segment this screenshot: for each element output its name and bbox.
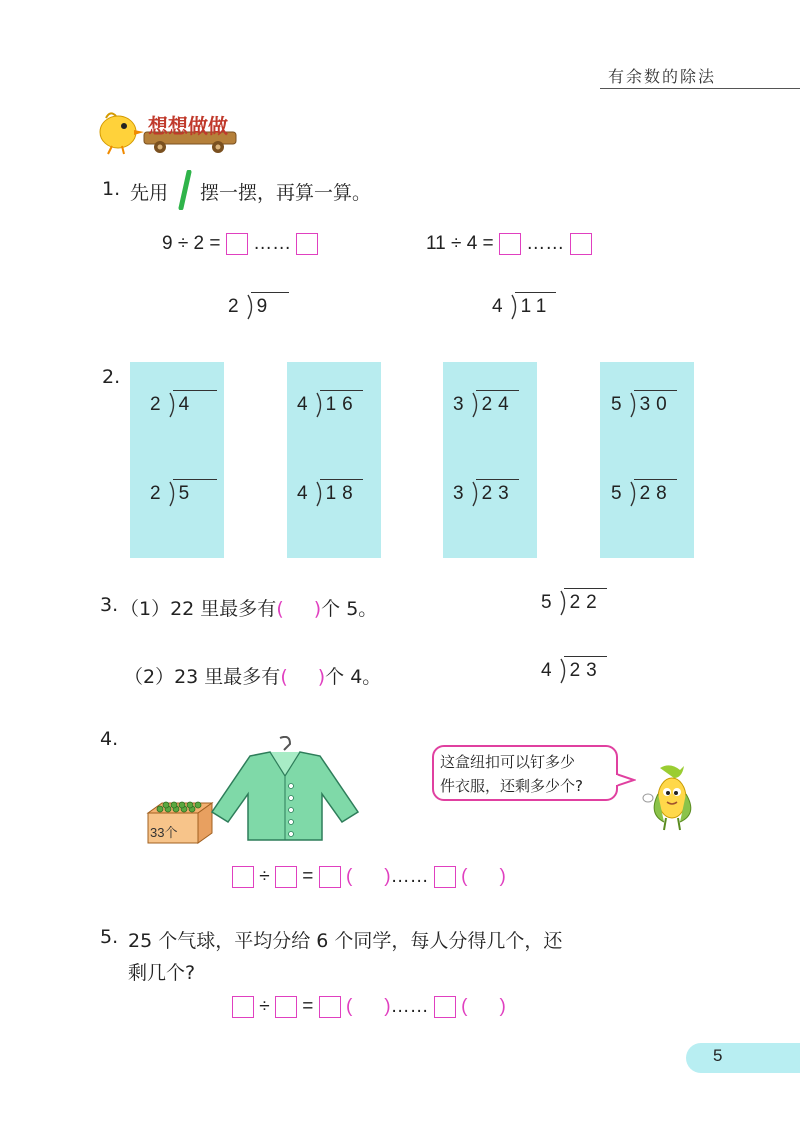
divisor: 5 xyxy=(611,394,628,415)
paren-open: ( xyxy=(461,866,468,888)
dividend: 24 xyxy=(482,390,515,416)
dividend: 28 xyxy=(640,479,673,505)
division-bracket xyxy=(472,392,480,418)
corn-mascot-icon xyxy=(640,764,704,834)
q2-number: 2. xyxy=(102,366,121,388)
speech-bubble xyxy=(432,745,618,801)
q1-eq2-dots: …… xyxy=(526,233,565,255)
running-header: 有余数的除法 xyxy=(608,67,717,86)
divisor: 2 xyxy=(150,394,167,415)
division-bracket xyxy=(630,481,638,507)
answer-box[interactable] xyxy=(226,233,248,255)
long-division xyxy=(228,292,285,320)
q1-equation-1 xyxy=(162,233,318,255)
paren-open: ( xyxy=(345,996,353,1018)
dividend: 23 xyxy=(570,656,603,682)
q3-p1-label: （1）22 里最多有 xyxy=(120,598,277,620)
q5-equation xyxy=(232,996,506,1018)
long-division xyxy=(453,390,515,418)
equals-sign: = xyxy=(302,866,314,888)
q3-p2-label: （2）23 里最多有 xyxy=(124,666,281,688)
answer-box[interactable] xyxy=(296,233,318,255)
divisor: 2 xyxy=(228,296,245,317)
divisor: 3 xyxy=(453,483,470,504)
stick-icon xyxy=(178,170,192,210)
long-division xyxy=(150,479,213,507)
division-bracket xyxy=(169,392,177,418)
answer-box[interactable] xyxy=(434,996,456,1018)
q4-number: 4. xyxy=(100,728,119,750)
long-division xyxy=(150,390,213,418)
division-bracket xyxy=(560,590,568,616)
remainder-dots: …… xyxy=(390,866,429,888)
bubble-tail xyxy=(616,772,636,788)
division-bracket xyxy=(472,481,480,507)
paren-close: ) xyxy=(384,996,391,1018)
paren-open: ( xyxy=(345,866,353,888)
division-bracket xyxy=(316,392,324,418)
divisor: 4 xyxy=(541,660,558,681)
division-bracket xyxy=(511,294,519,320)
section-title: 想想做做 xyxy=(148,114,228,138)
q3-part-2 xyxy=(124,662,381,689)
divisor: 2 xyxy=(150,483,167,504)
q3-part-1 xyxy=(120,594,377,621)
q3-number: 3. xyxy=(100,594,119,616)
q1-text-b: 摆一摆，再算一算。 xyxy=(200,182,372,204)
answer-box[interactable] xyxy=(434,866,456,888)
page-number-badge xyxy=(686,1043,800,1073)
q5-line-1: 25 个气球，平均分给 6 个同学，每人分得几个，还 xyxy=(128,930,563,952)
division-bracket xyxy=(247,294,255,320)
dividend: 23 xyxy=(482,479,515,505)
long-division xyxy=(611,390,673,418)
paren-close: ) xyxy=(499,996,506,1018)
remainder-dots: …… xyxy=(390,996,429,1018)
divisor: 4 xyxy=(297,394,314,415)
q1-eq1-left: 9 ÷ 2 = xyxy=(162,233,221,255)
q3-p1-tail: 个 5。 xyxy=(321,598,378,620)
dividend: 11 xyxy=(521,292,553,318)
paren-close: ) xyxy=(313,598,322,620)
division-bracket xyxy=(169,481,177,507)
q5-line-2: 剩几个? xyxy=(128,962,196,984)
q1-equation-2 xyxy=(426,233,592,255)
divisor: 5 xyxy=(541,592,558,613)
long-division xyxy=(611,479,673,507)
dividend: 18 xyxy=(326,479,359,505)
long-division xyxy=(453,479,515,507)
division-bracket xyxy=(630,392,638,418)
q1-text-a: 先用 xyxy=(130,182,169,204)
dividend: 30 xyxy=(640,390,673,416)
divide-sign: ÷ xyxy=(259,996,270,1018)
answer-box[interactable] xyxy=(232,996,254,1018)
paren-close: ) xyxy=(499,866,506,888)
division-bracket xyxy=(560,658,568,684)
answer-box[interactable] xyxy=(570,233,592,255)
dividend: 5 xyxy=(179,479,214,505)
divisor: 5 xyxy=(611,483,628,504)
answer-box[interactable] xyxy=(275,996,297,1018)
q4-equation xyxy=(232,866,506,888)
dividend: 4 xyxy=(179,390,214,416)
paren-close: ) xyxy=(384,866,391,888)
box-label: 33个 xyxy=(150,825,178,840)
paren-open: ( xyxy=(276,598,284,620)
answer-box[interactable] xyxy=(499,233,521,255)
long-division xyxy=(541,656,603,684)
dividend: 22 xyxy=(570,588,603,614)
divisor: 4 xyxy=(492,296,509,317)
answer-box[interactable] xyxy=(319,866,341,888)
dividend: 9 xyxy=(257,292,286,318)
speech-line-1: 这盒纽扣可以钉多少 xyxy=(440,753,576,771)
paren-close: ) xyxy=(317,666,326,688)
answer-box[interactable] xyxy=(232,866,254,888)
page-number: 5 xyxy=(713,1046,723,1065)
divisor: 4 xyxy=(297,483,314,504)
divisor: 3 xyxy=(453,394,470,415)
long-division xyxy=(297,390,359,418)
division-bracket xyxy=(316,481,324,507)
q3-p2-tail: 个 4。 xyxy=(325,666,382,688)
long-division xyxy=(492,292,552,320)
header-rule xyxy=(600,88,800,89)
long-division xyxy=(541,588,603,616)
q1-eq1-dots: …… xyxy=(253,233,292,255)
q5-number: 5. xyxy=(100,926,119,948)
divide-sign: ÷ xyxy=(259,866,270,888)
q1-number: 1. xyxy=(102,178,121,200)
answer-box[interactable] xyxy=(319,996,341,1018)
paren-open: ( xyxy=(461,996,468,1018)
speech-line-2: 件衣服，还剩多少个? xyxy=(440,777,583,795)
q1-eq2-left: 11 ÷ 4 = xyxy=(426,233,494,255)
jacket-illustration xyxy=(210,736,360,842)
dividend: 16 xyxy=(326,390,359,416)
long-division xyxy=(297,479,359,507)
paren-open: ( xyxy=(280,666,288,688)
equals-sign: = xyxy=(302,996,314,1018)
answer-box[interactable] xyxy=(275,866,297,888)
